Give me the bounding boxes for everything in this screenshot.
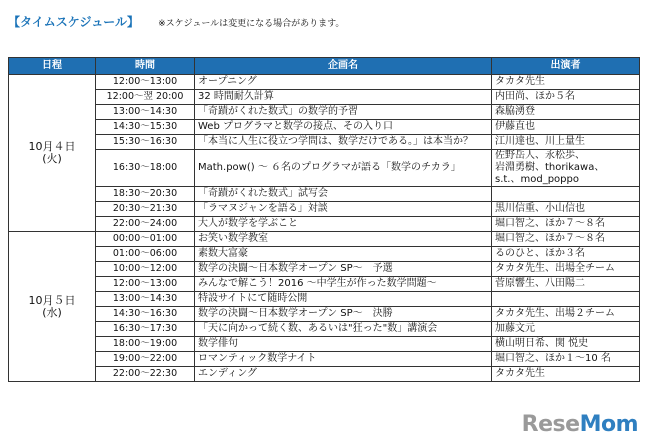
performer-cell: タカタ先生 (492, 75, 640, 90)
day-date: 10月４日 (28, 140, 76, 153)
performer-cell: 内田尚、ほか５名 (492, 90, 640, 105)
performer-cell: 堀口智之、ほか７～８名 (492, 232, 640, 247)
event-cell: Math.pow() ～ ６名のプログラマが語る「数学のチカラ」 (195, 150, 492, 187)
event-cell: 大人が数学を学ぶこと (195, 217, 492, 232)
time-cell: 12:00～13:00 (96, 277, 195, 292)
day-date: 10月５日 (28, 293, 76, 307)
event-cell: エンディング (195, 367, 492, 382)
event-cell: ロマンティック数学ナイト (195, 352, 492, 367)
table-row (9, 232, 640, 247)
event-cell: 32 時間耐久計算 (195, 90, 492, 105)
time-cell: 19:00～22:00 (96, 352, 195, 367)
time-cell: 13:00～14:30 (96, 105, 195, 120)
table-row (9, 217, 640, 232)
table-row (9, 367, 640, 382)
event-cell: 特設サイトにて随時公開 (195, 292, 492, 307)
header-date: 日程 (9, 58, 96, 75)
time-cell: 22:00～22:30 (96, 367, 195, 382)
event-cell: 「奇蹟がくれた数式」試写会 (195, 187, 492, 202)
event-cell: Web プログラマと数学の接点、その入り口 (195, 120, 492, 135)
performer-cell: 森脇湧登 (492, 105, 640, 120)
time-cell: 14:30～16:30 (96, 307, 195, 322)
resemom-logo: ReseMom (521, 412, 638, 437)
performer-line: s.t.、mod_poppo (495, 174, 579, 185)
table-row (9, 135, 640, 150)
performer-cell (492, 292, 640, 307)
table-header-row (9, 58, 640, 75)
day-cell (9, 232, 96, 382)
header-event: 企画名 (195, 58, 492, 75)
event-cell: お笑い数学教室 (195, 232, 492, 247)
table-row (9, 90, 640, 105)
time-cell: 16:30～17:30 (96, 322, 195, 337)
performer-cell: 伊藤直也 (492, 120, 640, 135)
performer-cell: るのひと、ほか３名 (492, 247, 640, 262)
table-row (9, 187, 640, 202)
time-cell: 16:30～18:00 (96, 150, 195, 187)
performer-cell: 江川達也、川上量生 (492, 135, 640, 150)
time-cell: 00:00～01:00 (96, 232, 195, 247)
performer-cell: 加藤文元 (492, 322, 640, 337)
time-cell: 15:30～16:30 (96, 135, 195, 150)
performer-cell: 堀口智之、ほか１～10 名 (492, 352, 640, 367)
time-cell: 18:30～20:30 (96, 187, 195, 202)
performer-cell: 黒川信重、小山信也 (492, 202, 640, 217)
performer-line: 岩淵勇樹、thorikawa、 (495, 162, 605, 173)
event-cell: 「ラマヌジャンを語る」対談 (195, 202, 492, 217)
schedule-note: ※スケジュールは変更になる場合があります。 (158, 19, 345, 29)
table-row (9, 105, 640, 120)
day-weekday: (火) (42, 152, 62, 165)
event-cell: 「天に向かって続く数、あるいは"狂った"数」講演会 (195, 322, 492, 337)
performer-cell (492, 187, 640, 202)
event-cell: 素数大富豪 (195, 247, 492, 262)
time-cell: 18:00～19:00 (96, 337, 195, 352)
time-cell: 12:00～13:00 (96, 75, 195, 90)
performer-cell: 菅原響生、八田陽二 (492, 277, 640, 292)
schedule-table (8, 57, 640, 382)
schedule-header (8, 11, 344, 30)
performer-cell: 堀口智之、ほか７～８名 (492, 217, 640, 232)
table-row (9, 277, 640, 292)
time-cell: 01:00～06:00 (96, 247, 195, 262)
event-cell: みんなで解こう！2016 ～中学生が作った数学問題～ (195, 277, 492, 292)
time-cell: 13:00～14:30 (96, 292, 195, 307)
event-cell: 「本当に人生に役立つ学問は、数学だけである。」は本当か？ (195, 135, 492, 150)
performer-cell (492, 150, 640, 187)
time-cell: 20:30～21:30 (96, 202, 195, 217)
time-cell: 22:00～24:00 (96, 217, 195, 232)
table-row (9, 337, 640, 352)
event-cell: 数学俳句 (195, 337, 492, 352)
event-cell: 数学の決闘～日本数学オープン SP～ 決勝 (195, 307, 492, 322)
day-weekday: (水) (42, 305, 62, 319)
table-row (9, 322, 640, 337)
table-row (9, 150, 640, 187)
performer-cell: タカタ先生、出場全チーム (492, 262, 640, 277)
table-row (9, 247, 640, 262)
performer-cell: 横山明日希、関 悦史 (492, 337, 640, 352)
time-cell: 10:00～12:00 (96, 262, 195, 277)
event-cell: オープニング (195, 75, 492, 90)
table-row (9, 307, 640, 322)
table-row (9, 120, 640, 135)
time-cell: 12:00～翌 20:00 (96, 90, 195, 105)
performer-cell: タカタ先生、出場２チーム (492, 307, 640, 322)
table-row (9, 262, 640, 277)
table-row (9, 352, 640, 367)
day-cell (9, 75, 96, 232)
event-cell: 「奇蹟がくれた数式」の数学的予習 (195, 105, 492, 120)
schedule-body (9, 75, 640, 382)
performer-line: 佐野岳人、永松歩、 (495, 150, 585, 161)
header-time: 時間 (96, 58, 195, 75)
table-row (9, 202, 640, 217)
event-cell: 数学の決闘～日本数学オープン SP～ 予選 (195, 262, 492, 277)
time-cell: 14:30～15:30 (96, 120, 195, 135)
table-row (9, 75, 640, 90)
performer-cell: タカタ先生 (492, 367, 640, 382)
table-row (9, 292, 640, 307)
header-performer: 出演者 (492, 58, 640, 75)
schedule-title: 【タイムスケジュール】 (8, 15, 140, 29)
